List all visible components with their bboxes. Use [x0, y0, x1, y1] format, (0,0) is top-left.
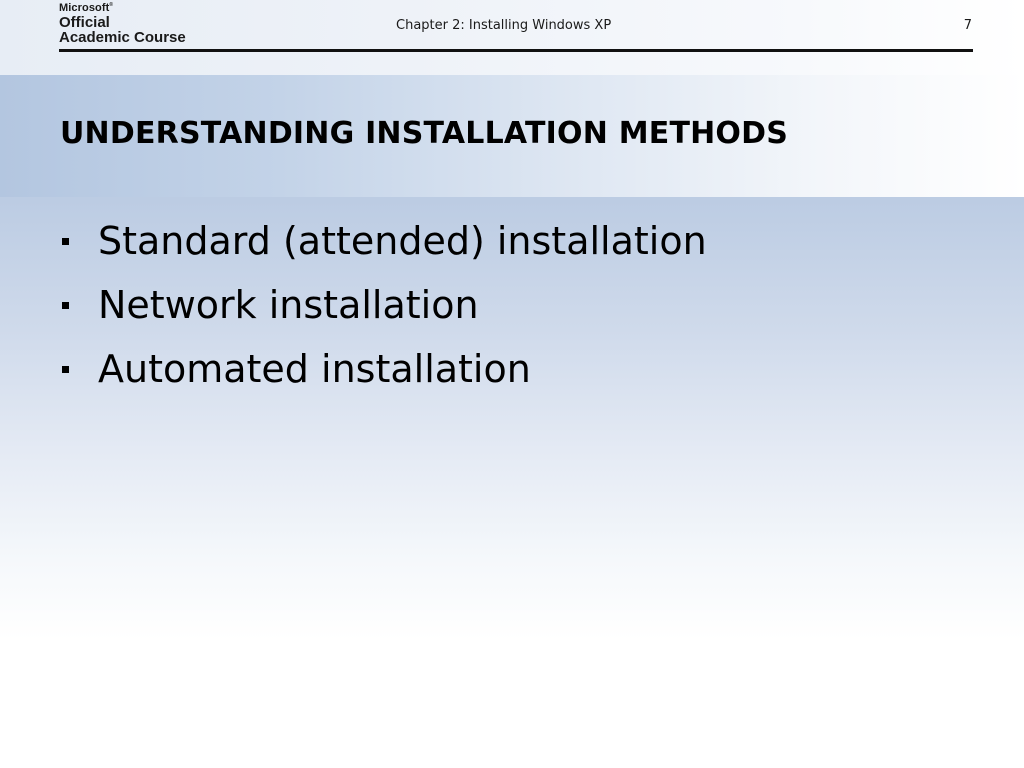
microsoft-official-academic-course-logo: [59, 3, 186, 45]
bullet-item: [62, 346, 707, 410]
square-bullet-icon: [62, 302, 69, 309]
square-bullet-icon: [62, 366, 69, 373]
bullet-text: Automated installation: [98, 347, 531, 391]
square-bullet-icon: [62, 238, 69, 245]
logo-brand: Microsoft®: [59, 2, 114, 14]
bullet-text: Network installation: [98, 283, 479, 327]
bullet-list: [62, 218, 707, 410]
bullet-item: [62, 282, 707, 346]
bullet-item: [62, 218, 707, 282]
logo-line1: Official: [59, 14, 110, 31]
logo-line2: Academic Course: [59, 29, 186, 46]
page-number: 7: [963, 18, 972, 33]
chapter-title: Chapter 2: Installing Windows XP: [396, 18, 612, 33]
slide-title: UNDERSTANDING INSTALLATION METHODS: [60, 116, 789, 151]
header-divider: [59, 49, 973, 52]
bullet-text: Standard (attended) installation: [98, 219, 707, 263]
